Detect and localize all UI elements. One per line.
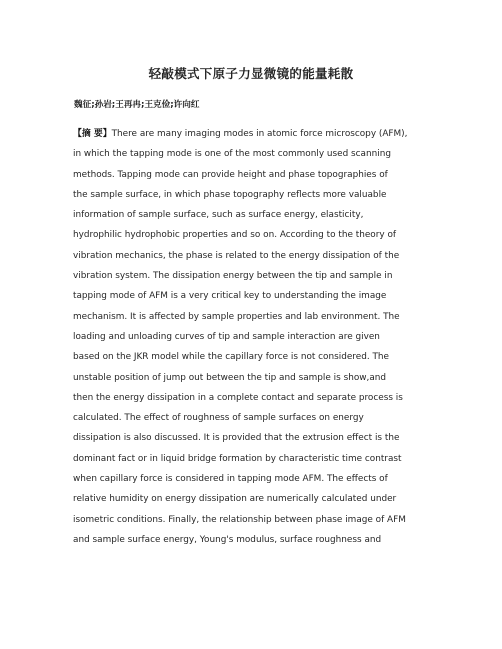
abstract-line-text: There are many imaging modes in atomic force microscopy (AFM), [111, 129, 408, 139]
abstract-line: when capillary force is considered in tapping mode AFM. The effects of [73, 474, 388, 485]
paper-title: 轻敲模式下原子力显微镜的能量耗散 [148, 66, 354, 81]
abstract-line: vibration system. The dissipation energy between the tip and sample in [73, 271, 393, 282]
abstract-line [73, 124, 438, 144]
abstract-line: based on the JKR model while the capillary force is not considered. The [73, 352, 389, 363]
abstract-line: isometric conditions. Finally, the relationship between phase image of AFM [73, 514, 406, 525]
abstract-label: 【摘 要】 [73, 129, 112, 139]
abstract-block [73, 124, 438, 550]
abstract-line: dissipation is also discussed. It is provided that the extrusion effect is the [73, 433, 400, 444]
abstract-line: tapping mode of AFM is a very critical key to understanding the image [73, 291, 387, 302]
abstract-line: calculated. The effect of roughness of sample surfaces on energy [73, 413, 364, 424]
abstract-line: information of sample surface, such as surface energy, elasticity, [73, 210, 364, 221]
abstract-line: hydrophilic hydrophobic properties and so on. According to the theory of [73, 230, 396, 241]
paper-authors: 魏征;孙岩;王再冉;王克俭;许向红 [74, 100, 200, 110]
abstract-line: in which the tapping mode is one of the most commonly used scanning [73, 149, 391, 160]
abstract-line: and sample surface energy, Young's modulus, surface roughness and [73, 534, 382, 545]
abstract-line: the sample surface, in which phase topography reflects more valuable [73, 189, 387, 200]
abstract-line: loading and unloading curves of tip and sample interaction are given [73, 331, 380, 342]
abstract-line: unstable position of jump out between the tip and sample is show,and [73, 372, 387, 383]
abstract-line: dominant fact or in liquid bridge formation by characteristic time contrast [73, 453, 402, 464]
abstract-line: methods. Tapping mode can provide height and phase topographies of [73, 169, 388, 180]
abstract-line: then the energy dissipation in a complete contact and separate process is [73, 392, 403, 403]
abstract-line: relative humidity on energy dissipation are numerically calculated under [73, 494, 397, 505]
abstract-line: mechanism. It is affected by sample properties and lab environment. The [73, 311, 400, 322]
abstract-line: vibration mechanics, the phase is related to the energy dissipation of the [73, 250, 400, 261]
